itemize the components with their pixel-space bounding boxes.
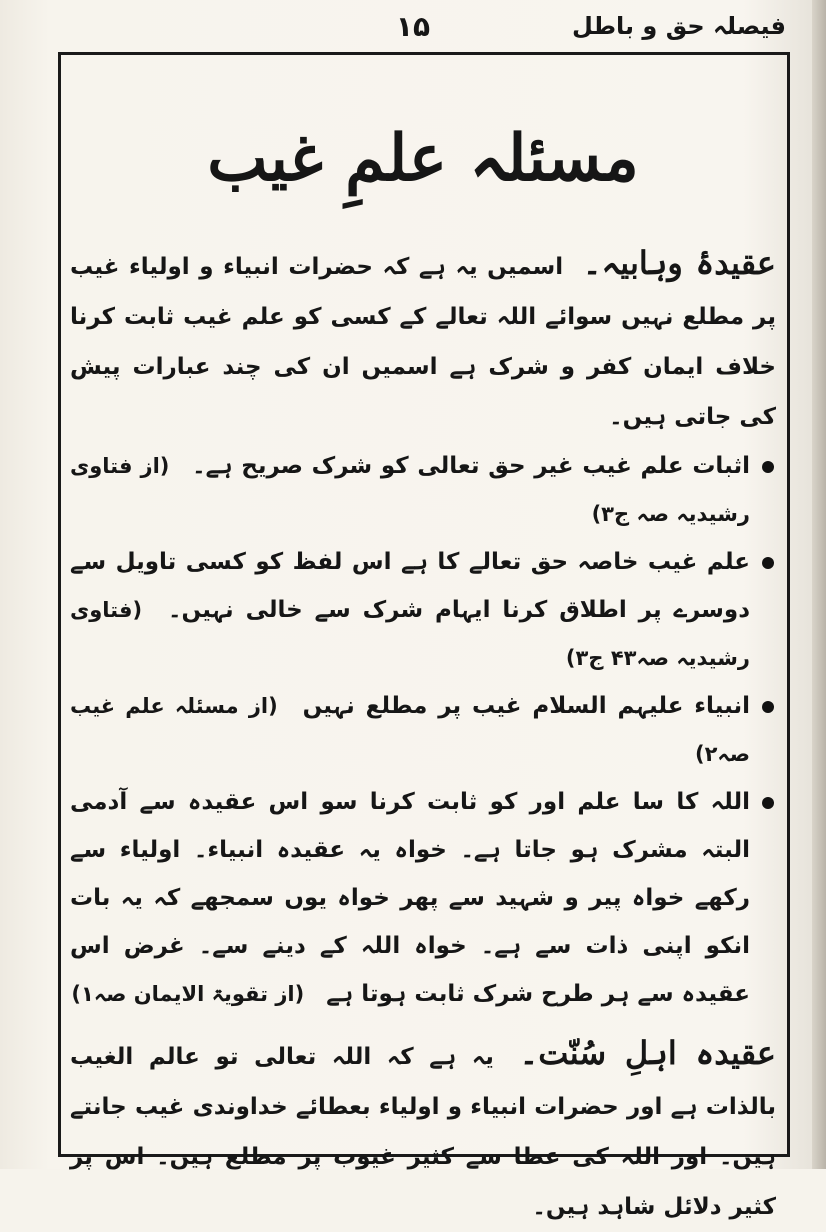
bullet-item-4 xyxy=(70,778,776,1018)
bullet-citation: (از فتاوی رشیدیہ صہ ج۳) xyxy=(70,454,750,526)
sunnat-belief-paragraph xyxy=(70,1028,776,1232)
section-gap xyxy=(70,1018,776,1028)
bullet-item-1 xyxy=(70,442,776,538)
bullet-citation: (از تقویۃ الایمان صہ۱) xyxy=(71,982,305,1006)
bullet-text: اللہ کا سا علم اور کو ثابت کرنا سو اس عقیدہ سے آدمی البتہ مشرک ہو جاتا ہے۔ خواہ یہ عقیدہ انبیاء۔ اولیاء سے رکھے خواہ پیر و شہید سے پھر خواہ یوں سمجھے کہ یہ بات انکو اپنی ذات سے ہے۔ خواہ اللہ کے دینے سے۔ غرض اس عقیدہ سے ہر طرح شرک ثابت ہوتا ہے xyxy=(70,789,750,1007)
bullet-item-2 xyxy=(70,538,776,682)
wahhabi-belief-heading: عقیدۂ وہابیہ۔ xyxy=(582,244,776,282)
wahhabi-belief-paragraph xyxy=(70,238,776,442)
bullet-dot-icon xyxy=(762,461,774,473)
wahhabi-belief-text: اسمیں یہ ہے کہ حضرات انبیاء و اولیاء غیب پر مطلع نہیں سوائے اللہ تعالے کے کسی کو علم غیب ثابت کرنا خلاف ایمان کفر و شرک ہے اسمیں ان کی چند عبارات پیش کی جاتی ہیں۔ xyxy=(70,254,776,430)
page-body xyxy=(70,70,776,1220)
page-number: ۱۵ xyxy=(395,10,431,43)
sunnat-belief-heading: عقیدہ اہلِ سُنّت۔ xyxy=(519,1034,776,1072)
bullet-item-3 xyxy=(70,682,776,778)
chapter-title: مسئلہ علمِ غیب xyxy=(207,121,639,196)
book-spine-edge xyxy=(812,0,826,1169)
bullet-citation: (فتاوی رشیدیہ صہ۴۳ ج۳) xyxy=(70,598,750,670)
bullet-dot-icon xyxy=(762,701,774,713)
bullet-dot-icon xyxy=(762,797,774,809)
running-title: فیصلہ حق و باطل xyxy=(572,12,786,40)
bullet-text: انبیاء علیہم السلام غیب پر مطلع نہیں xyxy=(302,693,750,719)
bullet-text: اثبات علم غیب غیر حق تعالی کو شرک صریح ہے۔ xyxy=(192,453,750,479)
page-header xyxy=(40,8,786,48)
bullet-dot-icon xyxy=(762,557,774,569)
sunnat-belief-text: یہ ہے کہ اللہ تعالی تو عالم الغیب بالذات ہے اور حضرات انبیاء و اولیاء بعطائے خداوندی غیب جانتے ہیں۔ اور اللہ کی عطا سے کثیر غیوب پر مطلع ہیں۔ اس پر کثیر دلائل شاہد ہیں۔ xyxy=(70,1044,776,1220)
bullet-text: علم غیب خاصہ حق تعالے کا ہے اس لفظ کو کسی تاویل سے دوسرے پر اطلاق کرنا ایہام شرک سے خالی نہیں۔ xyxy=(70,549,751,623)
bullet-citation: (از مسئلہ علم غیب صہ۲) xyxy=(70,694,750,766)
